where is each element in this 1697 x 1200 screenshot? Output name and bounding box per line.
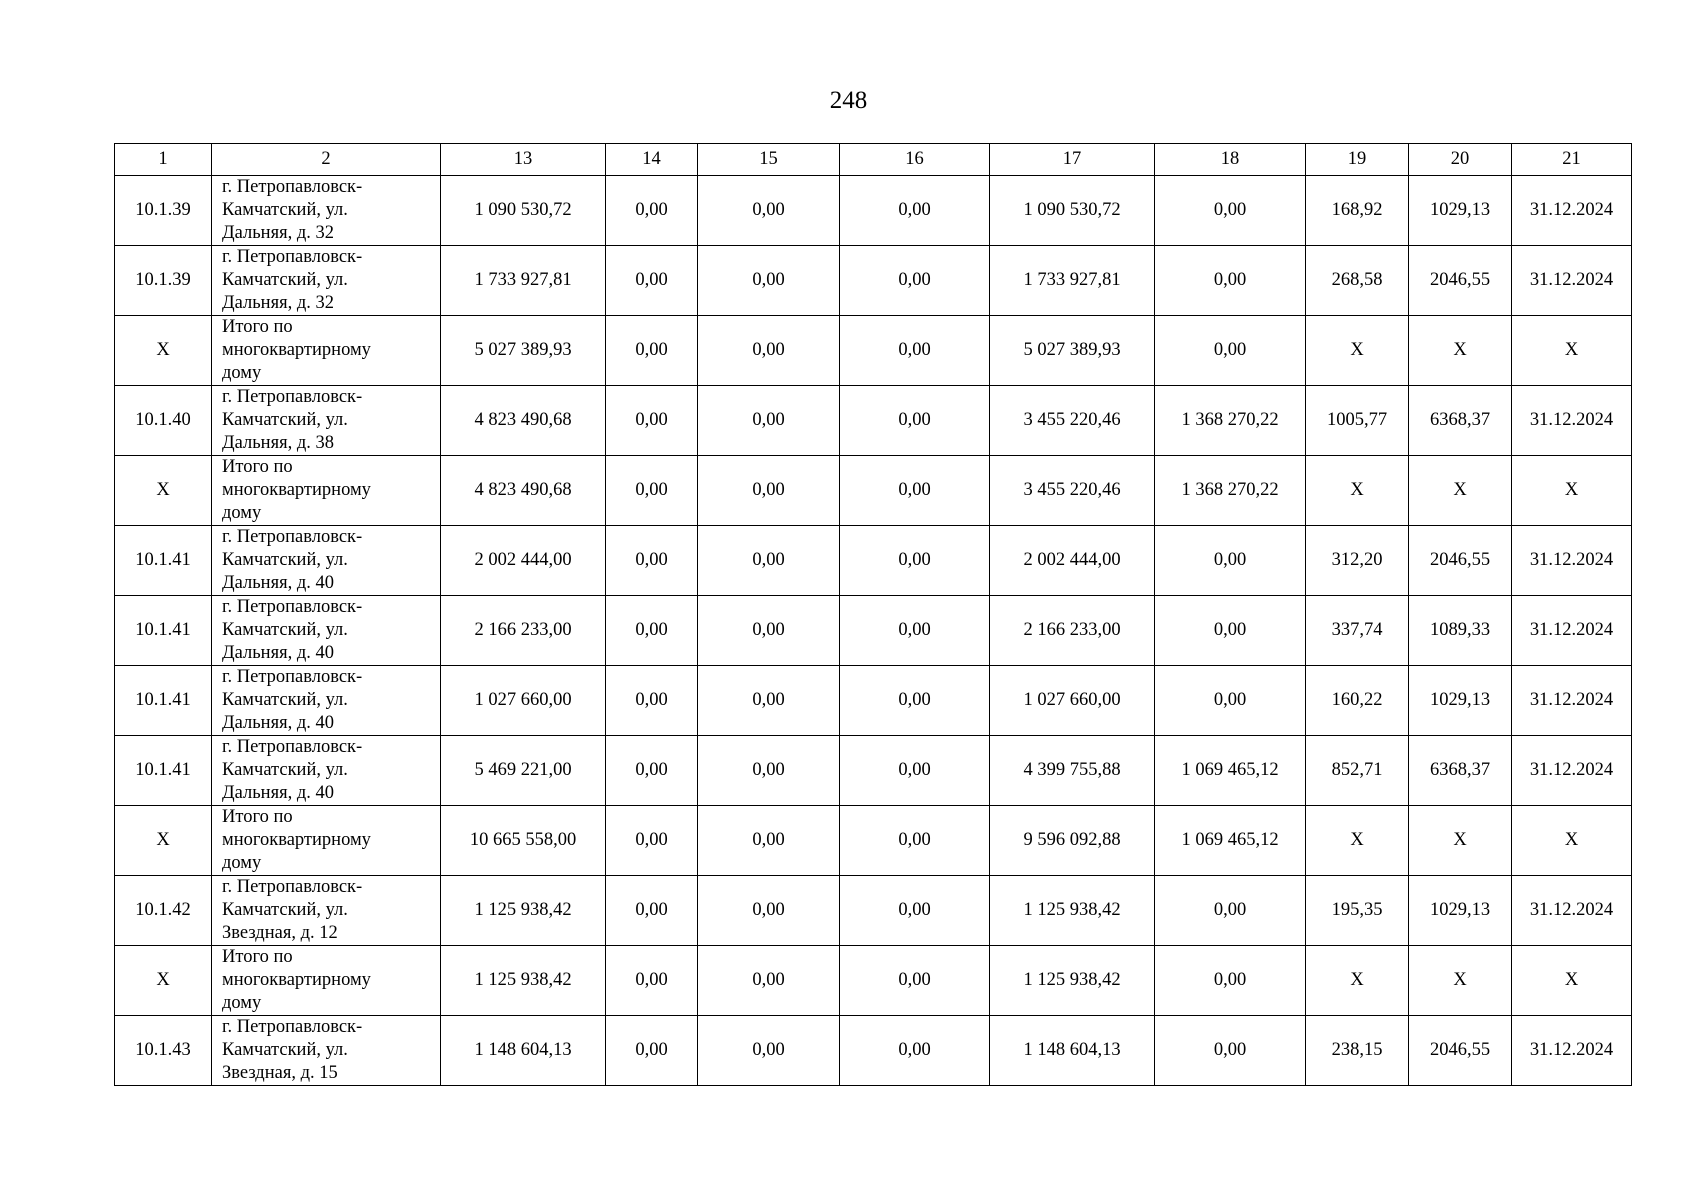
- value-cell-col-19: 852,71: [1306, 736, 1409, 806]
- value-cell-col-21: 31.12.2024: [1512, 176, 1632, 246]
- value-cell-col-13: 10 665 558,00: [441, 806, 606, 876]
- address-line: Итого по: [222, 807, 293, 827]
- address-cell: [212, 946, 441, 1016]
- row-id-cell: Х: [115, 946, 212, 1016]
- table-row: [115, 736, 1632, 806]
- value-cell-col-17: 1 027 660,00: [990, 666, 1155, 736]
- address-cell: [212, 246, 441, 316]
- value-cell-col-13: 1 090 530,72: [441, 176, 606, 246]
- value-cell-col-18: 0,00: [1155, 596, 1306, 666]
- table-row: [115, 1016, 1632, 1086]
- address-line: Камчатский, ул.: [222, 760, 348, 780]
- value-cell-col-15: 0,00: [698, 176, 840, 246]
- value-cell-col-17: 5 027 389,93: [990, 316, 1155, 386]
- address-line: г. Петропавловск-: [222, 877, 363, 897]
- value-cell-col-19: 1005,77: [1306, 386, 1409, 456]
- value-cell-col-21: 31.12.2024: [1512, 596, 1632, 666]
- address-line: дому: [222, 993, 262, 1013]
- table-row: [115, 386, 1632, 456]
- address-line: Камчатский, ул.: [222, 620, 348, 640]
- row-id-cell: 10.1.39: [115, 176, 212, 246]
- value-cell-col-16: 0,00: [840, 946, 990, 1016]
- value-cell-col-15: 0,00: [698, 736, 840, 806]
- value-cell-col-17: 3 455 220,46: [990, 456, 1155, 526]
- value-cell-col-18: 0,00: [1155, 946, 1306, 1016]
- address-line: многоквартирному: [222, 830, 371, 850]
- value-cell-col-20: 1029,13: [1409, 666, 1512, 736]
- header-row: [115, 144, 1632, 176]
- value-cell-col-14: 0,00: [606, 666, 698, 736]
- value-cell-col-21: 31.12.2024: [1512, 386, 1632, 456]
- value-cell-col-20: 2046,55: [1409, 1016, 1512, 1086]
- page-number: 248: [829, 87, 868, 114]
- address-line: Звездная, д. 15: [222, 1063, 338, 1083]
- value-cell-col-17: 4 399 755,88: [990, 736, 1155, 806]
- value-cell-col-18: 0,00: [1155, 316, 1306, 386]
- column-header: 15: [698, 144, 840, 176]
- value-cell-col-20: 6368,37: [1409, 736, 1512, 806]
- value-cell-col-16: 0,00: [840, 1016, 990, 1086]
- value-cell-col-15: 0,00: [698, 526, 840, 596]
- value-cell-col-13: 1 027 660,00: [441, 666, 606, 736]
- table-row: [115, 526, 1632, 596]
- address-line: Камчатский, ул.: [222, 200, 348, 220]
- value-cell-col-20: 1029,13: [1409, 176, 1512, 246]
- table-row: [115, 176, 1632, 246]
- address-cell: [212, 806, 441, 876]
- address-line: многоквартирному: [222, 340, 371, 360]
- address-cell: [212, 666, 441, 736]
- column-header: 17: [990, 144, 1155, 176]
- value-cell-col-13: 1 733 927,81: [441, 246, 606, 316]
- address-line: г. Петропавловск-: [222, 597, 363, 617]
- value-cell-col-19: 312,20: [1306, 526, 1409, 596]
- row-id-cell: 10.1.42: [115, 876, 212, 946]
- value-cell-col-16: 0,00: [840, 176, 990, 246]
- value-cell-col-19: 337,74: [1306, 596, 1409, 666]
- value-cell-col-18: 1 368 270,22: [1155, 456, 1306, 526]
- address-cell: [212, 526, 441, 596]
- value-cell-col-13: 5 027 389,93: [441, 316, 606, 386]
- value-cell-col-14: 0,00: [606, 876, 698, 946]
- value-cell-col-18: 0,00: [1155, 876, 1306, 946]
- column-header: 1: [115, 144, 212, 176]
- value-cell-col-18: 0,00: [1155, 526, 1306, 596]
- value-cell-col-20: Х: [1409, 806, 1512, 876]
- value-cell-col-16: 0,00: [840, 456, 990, 526]
- value-cell-col-20: Х: [1409, 316, 1512, 386]
- value-cell-col-15: 0,00: [698, 876, 840, 946]
- address-line: г. Петропавловск-: [222, 527, 363, 547]
- value-cell-col-18: 0,00: [1155, 176, 1306, 246]
- address-line: Итого по: [222, 457, 293, 477]
- row-id-cell: 10.1.43: [115, 1016, 212, 1086]
- address-line: Камчатский, ул.: [222, 550, 348, 570]
- address-line: г. Петропавловск-: [222, 387, 363, 407]
- value-cell-col-21: 31.12.2024: [1512, 246, 1632, 316]
- value-cell-col-16: 0,00: [840, 736, 990, 806]
- table-row: [115, 456, 1632, 526]
- address-line: дому: [222, 503, 262, 523]
- row-id-cell: 10.1.40: [115, 386, 212, 456]
- value-cell-col-19: Х: [1306, 316, 1409, 386]
- value-cell-col-14: 0,00: [606, 176, 698, 246]
- value-cell-col-15: 0,00: [698, 246, 840, 316]
- column-header: 19: [1306, 144, 1409, 176]
- value-cell-col-19: 160,22: [1306, 666, 1409, 736]
- address-cell: [212, 386, 441, 456]
- value-cell-col-13: 2 166 233,00: [441, 596, 606, 666]
- value-cell-col-19: 168,92: [1306, 176, 1409, 246]
- value-cell-col-20: 1029,13: [1409, 876, 1512, 946]
- address-line: многоквартирному: [222, 480, 371, 500]
- value-cell-col-13: 1 148 604,13: [441, 1016, 606, 1086]
- address-cell: [212, 1016, 441, 1086]
- value-cell-col-19: 238,15: [1306, 1016, 1409, 1086]
- table-row: [115, 316, 1632, 386]
- address-line: г. Петропавловск-: [222, 737, 363, 757]
- column-header: 2: [212, 144, 441, 176]
- address-cell: [212, 876, 441, 946]
- value-cell-col-18: 1 368 270,22: [1155, 386, 1306, 456]
- column-header: 20: [1409, 144, 1512, 176]
- address-line: Камчатский, ул.: [222, 410, 348, 430]
- row-id-cell: Х: [115, 806, 212, 876]
- value-cell-col-20: 1089,33: [1409, 596, 1512, 666]
- address-line: дому: [222, 853, 262, 873]
- address-cell: [212, 176, 441, 246]
- row-id-cell: 10.1.39: [115, 246, 212, 316]
- value-cell-col-15: 0,00: [698, 666, 840, 736]
- value-cell-col-19: 195,35: [1306, 876, 1409, 946]
- table-row: [115, 596, 1632, 666]
- value-cell-col-16: 0,00: [840, 526, 990, 596]
- value-cell-col-16: 0,00: [840, 316, 990, 386]
- address-line: Камчатский, ул.: [222, 690, 348, 710]
- value-cell-col-17: 1 733 927,81: [990, 246, 1155, 316]
- value-cell-col-18: 1 069 465,12: [1155, 806, 1306, 876]
- address-line: г. Петропавловск-: [222, 667, 363, 687]
- value-cell-col-21: 31.12.2024: [1512, 876, 1632, 946]
- value-cell-col-17: 2 166 233,00: [990, 596, 1155, 666]
- value-cell-col-16: 0,00: [840, 596, 990, 666]
- value-cell-col-21: 31.12.2024: [1512, 1016, 1632, 1086]
- value-cell-col-21: 31.12.2024: [1512, 736, 1632, 806]
- value-cell-col-13: 1 125 938,42: [441, 946, 606, 1016]
- value-cell-col-14: 0,00: [606, 946, 698, 1016]
- value-cell-col-18: 0,00: [1155, 666, 1306, 736]
- value-cell-col-15: 0,00: [698, 806, 840, 876]
- value-cell-col-19: 268,58: [1306, 246, 1409, 316]
- address-line: Камчатский, ул.: [222, 900, 348, 920]
- address-line: Итого по: [222, 317, 293, 337]
- address-line: Дальняя, д. 40: [222, 713, 334, 733]
- value-cell-col-15: 0,00: [698, 316, 840, 386]
- address-line: Дальняя, д. 40: [222, 643, 334, 663]
- address-cell: [212, 456, 441, 526]
- column-header: 21: [1512, 144, 1632, 176]
- value-cell-col-18: 0,00: [1155, 246, 1306, 316]
- column-header: 13: [441, 144, 606, 176]
- column-header: 16: [840, 144, 990, 176]
- value-cell-col-16: 0,00: [840, 386, 990, 456]
- value-cell-col-20: 2046,55: [1409, 526, 1512, 596]
- table-row: [115, 876, 1632, 946]
- value-cell-col-14: 0,00: [606, 246, 698, 316]
- value-cell-col-14: 0,00: [606, 526, 698, 596]
- value-cell-col-13: 5 469 221,00: [441, 736, 606, 806]
- value-cell-col-17: 9 596 092,88: [990, 806, 1155, 876]
- address-line: Звездная, д. 12: [222, 923, 338, 943]
- value-cell-col-20: 2046,55: [1409, 246, 1512, 316]
- value-cell-col-14: 0,00: [606, 316, 698, 386]
- value-cell-col-15: 0,00: [698, 386, 840, 456]
- address-line: дому: [222, 363, 262, 383]
- value-cell-col-20: 6368,37: [1409, 386, 1512, 456]
- value-cell-col-17: 1 125 938,42: [990, 876, 1155, 946]
- table-body: [115, 176, 1632, 1086]
- table-row: [115, 666, 1632, 736]
- address-line: Дальняя, д. 38: [222, 433, 334, 453]
- value-cell-col-13: 4 823 490,68: [441, 386, 606, 456]
- value-cell-col-14: 0,00: [606, 456, 698, 526]
- data-table: [114, 143, 1632, 1086]
- value-cell-col-18: 1 069 465,12: [1155, 736, 1306, 806]
- row-id-cell: 10.1.41: [115, 736, 212, 806]
- address-line: многоквартирному: [222, 970, 371, 990]
- address-line: Итого по: [222, 947, 293, 967]
- value-cell-col-21: Х: [1512, 806, 1632, 876]
- value-cell-col-15: 0,00: [698, 1016, 840, 1086]
- value-cell-col-17: 1 148 604,13: [990, 1016, 1155, 1086]
- value-cell-col-14: 0,00: [606, 596, 698, 666]
- value-cell-col-16: 0,00: [840, 246, 990, 316]
- value-cell-col-16: 0,00: [840, 666, 990, 736]
- value-cell-col-21: Х: [1512, 456, 1632, 526]
- row-id-cell: 10.1.41: [115, 526, 212, 596]
- column-header: 18: [1155, 144, 1306, 176]
- row-id-cell: Х: [115, 316, 212, 386]
- value-cell-col-20: Х: [1409, 946, 1512, 1016]
- value-cell-col-19: Х: [1306, 946, 1409, 1016]
- address-cell: [212, 316, 441, 386]
- value-cell-col-13: 1 125 938,42: [441, 876, 606, 946]
- address-cell: [212, 736, 441, 806]
- table-row: [115, 946, 1632, 1016]
- value-cell-col-13: 4 823 490,68: [441, 456, 606, 526]
- address-line: г. Петропавловск-: [222, 177, 363, 197]
- value-cell-col-16: 0,00: [840, 806, 990, 876]
- value-cell-col-21: 31.12.2024: [1512, 666, 1632, 736]
- value-cell-col-21: Х: [1512, 316, 1632, 386]
- value-cell-col-15: 0,00: [698, 946, 840, 1016]
- value-cell-col-13: 2 002 444,00: [441, 526, 606, 596]
- value-cell-col-17: 1 090 530,72: [990, 176, 1155, 246]
- value-cell-col-19: Х: [1306, 806, 1409, 876]
- address-line: Камчатский, ул.: [222, 270, 348, 290]
- table-row: [115, 806, 1632, 876]
- value-cell-col-21: 31.12.2024: [1512, 526, 1632, 596]
- table-row: [115, 246, 1632, 316]
- value-cell-col-20: Х: [1409, 456, 1512, 526]
- address-line: г. Петропавловск-: [222, 1017, 363, 1037]
- address-line: Дальняя, д. 32: [222, 223, 334, 243]
- address-line: Дальняя, д. 40: [222, 573, 334, 593]
- value-cell-col-14: 0,00: [606, 806, 698, 876]
- address-line: Дальняя, д. 32: [222, 293, 334, 313]
- row-id-cell: Х: [115, 456, 212, 526]
- row-id-cell: 10.1.41: [115, 596, 212, 666]
- value-cell-col-16: 0,00: [840, 876, 990, 946]
- address-line: Камчатский, ул.: [222, 1040, 348, 1060]
- value-cell-col-17: 2 002 444,00: [990, 526, 1155, 596]
- value-cell-col-19: Х: [1306, 456, 1409, 526]
- address-line: г. Петропавловск-: [222, 247, 363, 267]
- row-id-cell: 10.1.41: [115, 666, 212, 736]
- value-cell-col-21: Х: [1512, 946, 1632, 1016]
- value-cell-col-18: 0,00: [1155, 1016, 1306, 1086]
- value-cell-col-14: 0,00: [606, 1016, 698, 1086]
- value-cell-col-15: 0,00: [698, 596, 840, 666]
- address-line: Дальняя, д. 40: [222, 783, 334, 803]
- value-cell-col-17: 1 125 938,42: [990, 946, 1155, 1016]
- value-cell-col-14: 0,00: [606, 736, 698, 806]
- value-cell-col-15: 0,00: [698, 456, 840, 526]
- value-cell-col-17: 3 455 220,46: [990, 386, 1155, 456]
- address-cell: [212, 596, 441, 666]
- value-cell-col-14: 0,00: [606, 386, 698, 456]
- column-header: 14: [606, 144, 698, 176]
